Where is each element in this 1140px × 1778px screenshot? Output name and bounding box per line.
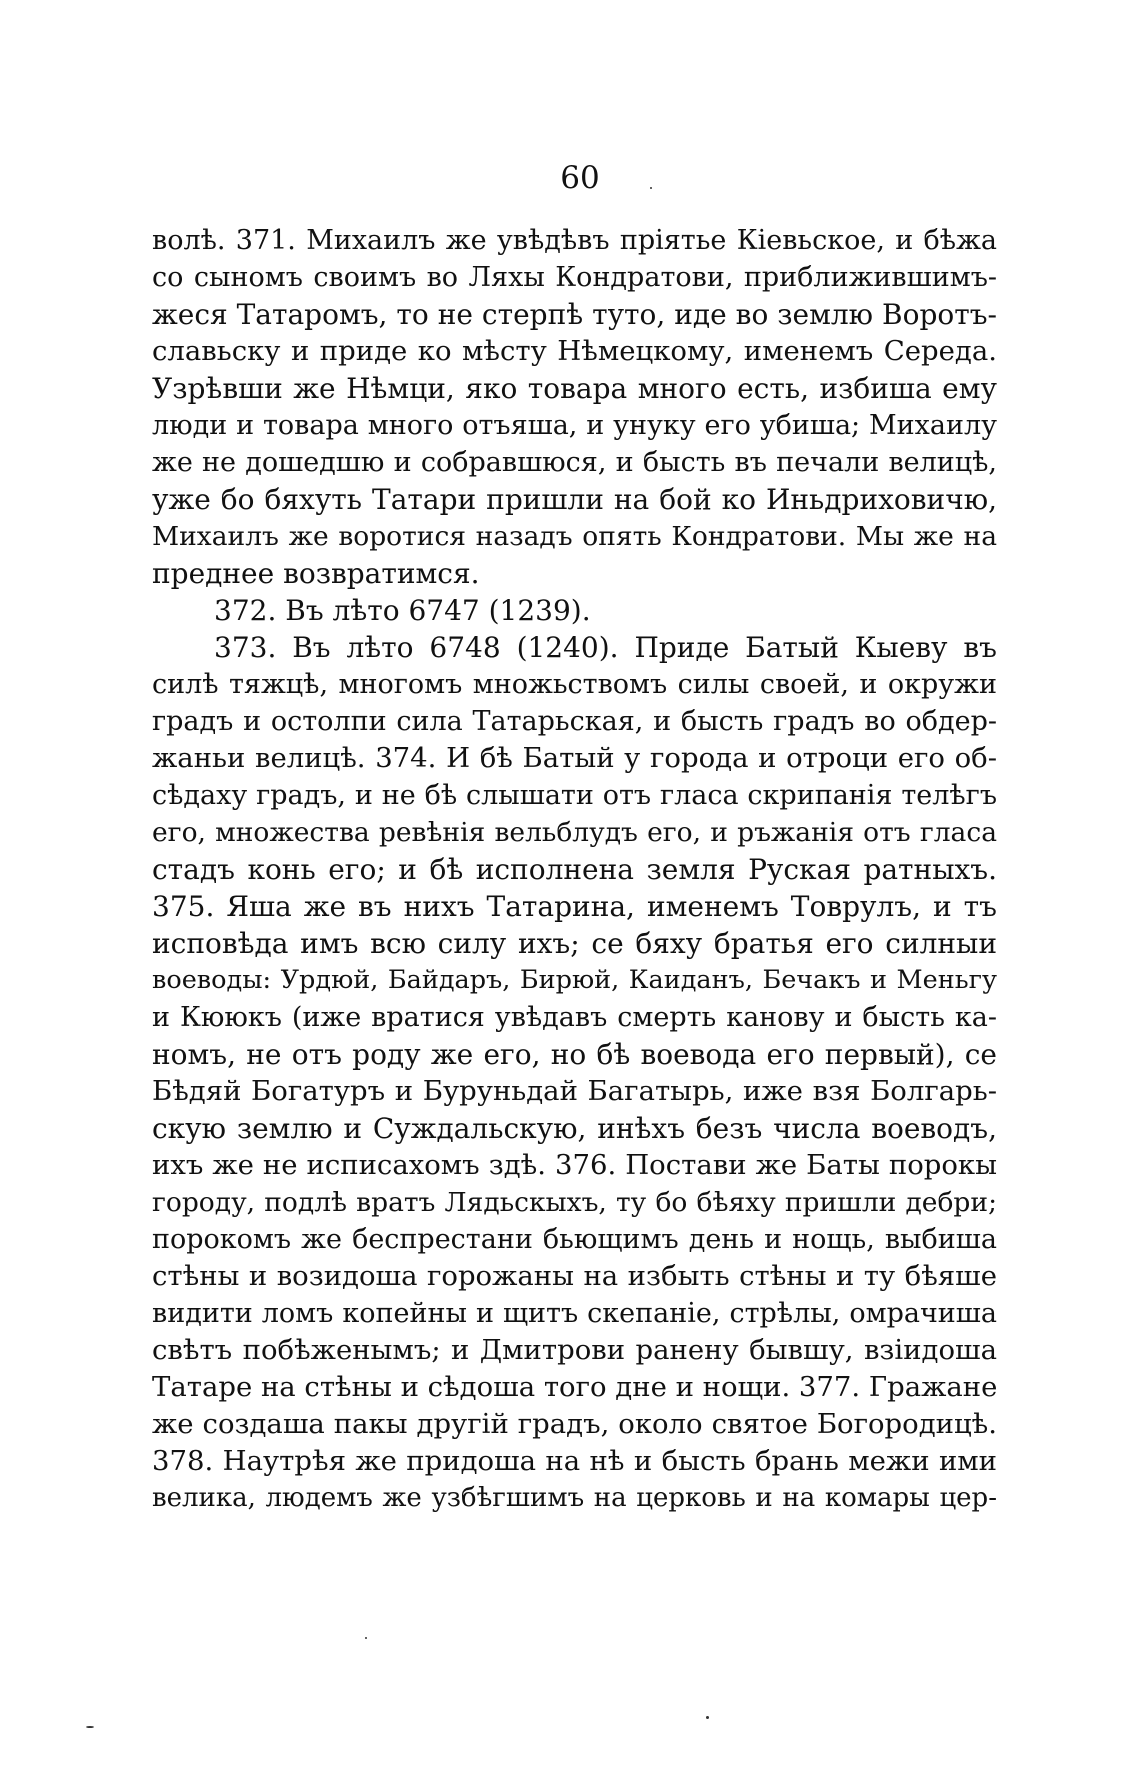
text-line: его, множества ревѣнія вельблудъ его, и ръжанія отъ гласа bbox=[152, 817, 997, 848]
text-line: Бѣдяй Богатуръ и Буруньдай Багатырь, иже взя Болгарь- bbox=[152, 1075, 997, 1107]
text-line: воеводы: Урдюй, Байдаръ, Бирюй, Каиданъ, Бечакъ и Меньгу bbox=[152, 965, 997, 995]
text-line: стадъ конь его; и бѣ исполнена земля Руская ратныхъ. bbox=[152, 853, 997, 886]
text-line: градъ и остолпи сила Татарьская, и бысть градъ во обдер- bbox=[152, 706, 997, 737]
text-line: велика, людемъ же узбѣгшимъ на церковь и на комары цер- bbox=[152, 1483, 997, 1513]
text-line: уже бо бяхуть Татари пришли на бой ко Иньдриховичю, bbox=[152, 483, 997, 516]
page-number: 60 bbox=[560, 160, 600, 196]
text-line: силѣ тяжцѣ, многомъ множьствомъ силы своей, и окружи bbox=[152, 669, 997, 700]
text-line: городу, подлѣ вратъ Лядьскыхъ, ту бо бѣяху пришли дебри; bbox=[152, 1187, 997, 1218]
body-text bbox=[152, 222, 997, 1517]
scan-speck bbox=[650, 187, 652, 189]
scan-speck bbox=[706, 1716, 709, 1719]
text-line: 378. Наутрѣя же придоша на нѣ и бысть брань межи ими bbox=[152, 1445, 997, 1477]
text-line: скую землю и Суждальскую, инѣхъ безъ числа воеводъ, bbox=[152, 1112, 997, 1145]
text-line: сѣдаху градъ, и не бѣ слышати отъ гласа скрипанія телѣгъ bbox=[152, 780, 997, 811]
scan-speck bbox=[86, 1726, 94, 1728]
text-line: жеся Татаромъ, то не стерпѣ туто, иде во землю Воротъ- bbox=[152, 298, 997, 331]
text-line: Узрѣвши же Нѣмци, яко товара много есть, избиша ему bbox=[152, 372, 997, 405]
text-line: жаньи велицѣ. 374. И бѣ Батый у города и отроци его об- bbox=[152, 742, 997, 774]
text-line: волѣ. 371. Михаилъ же увѣдѣвъ пріятье Кіевьское, и бѣжа bbox=[152, 225, 997, 256]
text-line: 375. Яша же въ нихъ Татарина, именемъ Товрулъ, и тъ bbox=[152, 890, 997, 923]
text-line: 373. Въ лѣто 6748 (1240). Приде Батый Кыеву въ bbox=[214, 631, 997, 664]
scan-speck bbox=[365, 1637, 367, 1639]
text-line: со сыномъ своимъ во Ляхы Кондратови, приближившимъ- bbox=[152, 262, 997, 293]
text-line: же не дошедшю и собравшюся, и бысть въ печали велицѣ, bbox=[152, 447, 997, 478]
text-line: же создаша пакы другій градъ, около святое Богородицѣ. bbox=[152, 1408, 997, 1440]
text-line: стѣны и возидоша горожаны на избыть стѣны и ту бѣяше bbox=[152, 1260, 997, 1292]
text-line: исповѣда имъ всю силу ихъ; се бяху братья его силныи bbox=[152, 927, 997, 960]
text-line: люди и товара много отъяша, и унуку его убиша; Михаилу bbox=[152, 410, 997, 441]
text-line: ихъ же не исписахомъ здѣ. 376. Постави же Баты порокы bbox=[152, 1149, 997, 1181]
text-line: и Кююкъ (иже вратися увѣдавъ смерть канову и бысть ка- bbox=[152, 1002, 997, 1033]
text-line: преднее возвратимся. bbox=[152, 557, 480, 590]
text-line: Татаре на стѣны и сѣдоша того дне и нощи. 377. Гражане bbox=[152, 1371, 998, 1403]
year-heading: 372. Въ лѣто 6747 (1239). bbox=[214, 594, 591, 627]
text-line: свѣтъ побѣженымъ; и Дмитрови ранену бывшу, взiидоша bbox=[152, 1334, 997, 1366]
text-line: порокомъ же беспрестани бьющимъ день и нощь, выбиша bbox=[152, 1224, 997, 1255]
text-line: номъ, не отъ роду же его, но бѣ воевода его первый), се bbox=[152, 1038, 997, 1071]
text-line: Михаилъ же воротися назадъ опять Кондратови. Мы же на bbox=[152, 521, 997, 552]
text-line: видити ломъ копейны и щитъ скепаніе, стрѣлы, омрачиша bbox=[152, 1298, 997, 1329]
text-line: славьску и приде ко мѣсту Нѣмецкому, именемъ Середа. bbox=[152, 335, 997, 367]
